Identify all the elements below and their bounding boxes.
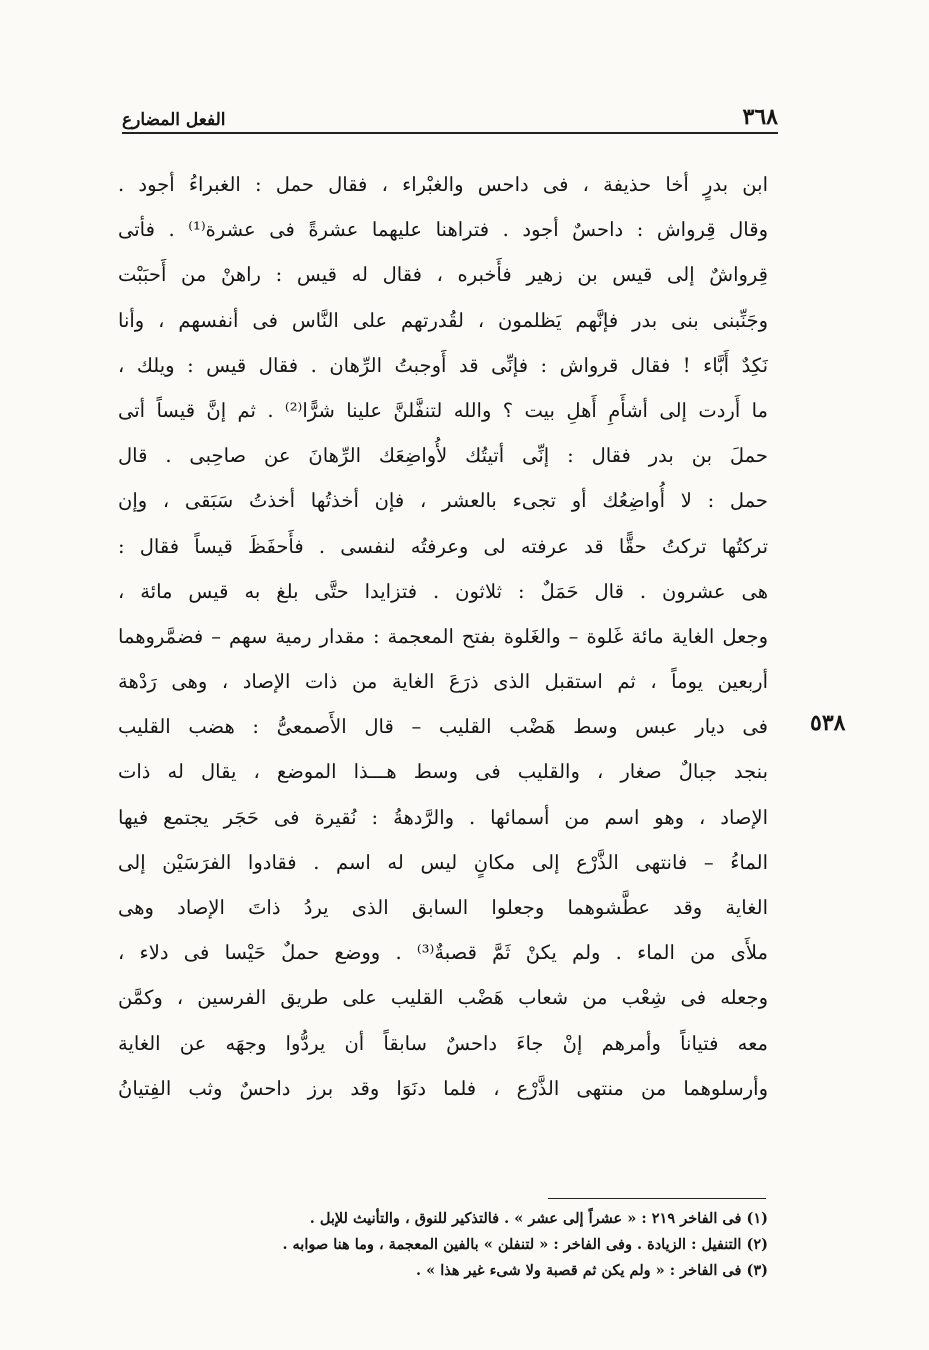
text-line: ملأَى من الماء . ولم يكنْ ثَمَّ قصبةٌ⁽³⁾ . ووضع حملٌ حَيْسا فى دلاء ، (118, 941, 768, 965)
footnote: (٣) فى الفاخر : « ولم يكن ثم قصبة ولا شىء غير هذا » . (416, 1262, 768, 1279)
text-line: نَكِدٌ أَبَّاء ! فقال قرواش : فإنِّى قد أَوجبتُ الرِّهان . فقال قيس : ويلك ، (118, 353, 768, 377)
page-header (122, 94, 778, 130)
text-line: الماءُ – فانتهى الذَّرْع إلى مكانٍ ليس له اسم . فقادوا الفرَسَيْن إلى (118, 850, 768, 874)
text-line: معه فتياناً وأمرهم إنْ جاءَ داحسٌ سابقاً أن يردُّوا وجهَه عن الغاية (118, 1031, 768, 1055)
text-line: قِرواشٌ إلى قيس بن زهير فأَخبره ، فقال له قيس : راهنْ من أَحبَبْت (118, 263, 768, 287)
main-text (118, 162, 768, 1111)
text-line: وجعل الغاية مائة غَلوة – والغَلوة بفتح المعجمة : مقدار رمية سهم – فضمَّروهما (118, 624, 768, 648)
text-line: الإصاد ، وهو اسم من أسمائها . والرَّدهةُ : نُقيرة فى حَجَر يجتمع فيها (118, 805, 768, 829)
text-line: وجعله فى شِعْب من شعاب هَضْب القليب على طريق الفرسين ، وكمَّن (118, 986, 768, 1010)
text-line: هى عشرون . قال حَمَلٌ : ثلاثون . فتزايدا حتَّى بلغ به قيس مائة ، (118, 579, 768, 603)
text-line: وأرسلوهما من منتهى الذَّرْع ، فلما دنَوَا وقد برز داحسٌ وثب الفِتيانُ (118, 1076, 768, 1100)
text-line: الغاية وقد عطَّشوهما وجعلوا السابق الذى يردُ ذاتَ الإصاد وهى (118, 896, 768, 919)
text-line: بنجد جبالٌ صغار ، والقليب فى وسط هـــذا الموضع ، يقال له ذات (118, 760, 768, 784)
text-line: تركتُها تركتُ حقًّا قد عرفته لى وعرفتُه لنفسى . فأَحفَظَ قيساً فقال : (118, 534, 768, 558)
text-line: وجَنِّبنى بنى بدر فإنَّهم يَظلمون ، لقُدرتهم على النَّاس فى أنفسهم ، وأنا (118, 308, 768, 332)
footnote: (٢) التنفيل : الزيادة . وفى الفاخر : « لتنفلن » بالفين المعجمة ، وما هنا صوابه . (282, 1236, 768, 1253)
text-line: وقال قِرواش : داحسٌ أجود . فتراهنا عليهما عشرةً فى عشرة⁽¹⁾ . فأتى (118, 218, 768, 242)
text-line: ابن بدرٍ أخا حذيفة ، فى داحس والغبْراء ، فقال حمل : الغبراءُ أجود . (118, 173, 768, 196)
footnote-rule (548, 1198, 766, 1199)
footnotes (118, 1206, 768, 1284)
footnote: (١) فى الفاخر ٢١٩ : « عشراً إلى عشر » . فالتذكير للنوق ، والتأنيث للإبل . (309, 1210, 768, 1227)
chapter-title: الفعل المضارع (122, 110, 226, 130)
text-line: ما أَردت إلى أشأَمِ أَهلِ بيت ؟ والله لتنفَّلنَّ علينا شرًّا⁽²⁾ . ثم إنَّ قيساً أتى (118, 398, 768, 422)
text-line: حملَ بن بدر فقال : إنِّى أتيتُك لأُواضِعَك الرِّهانَ عن صاحِبى . قال (118, 444, 768, 468)
page-number: ٣٦٨ (742, 104, 778, 130)
text-line: أربعين يوماً ، ثم استقبل الذى ذرَعَ الغاية من ذات الإصاد ، وهى رَدْهة (118, 670, 768, 694)
header-rule (122, 132, 778, 134)
text-line: فى ديار عبس وسط هَضْب القليب – قال الأَصمعىُّ : هضب القليب (118, 715, 768, 739)
margin-reference-number: ٥٣٨ (810, 710, 846, 736)
text-line: حمل : لا أُواضِعُك أو تجىء بالعشر ، فإن أخذتُها أخذتُ سَبَقى ، وإن (118, 489, 768, 513)
